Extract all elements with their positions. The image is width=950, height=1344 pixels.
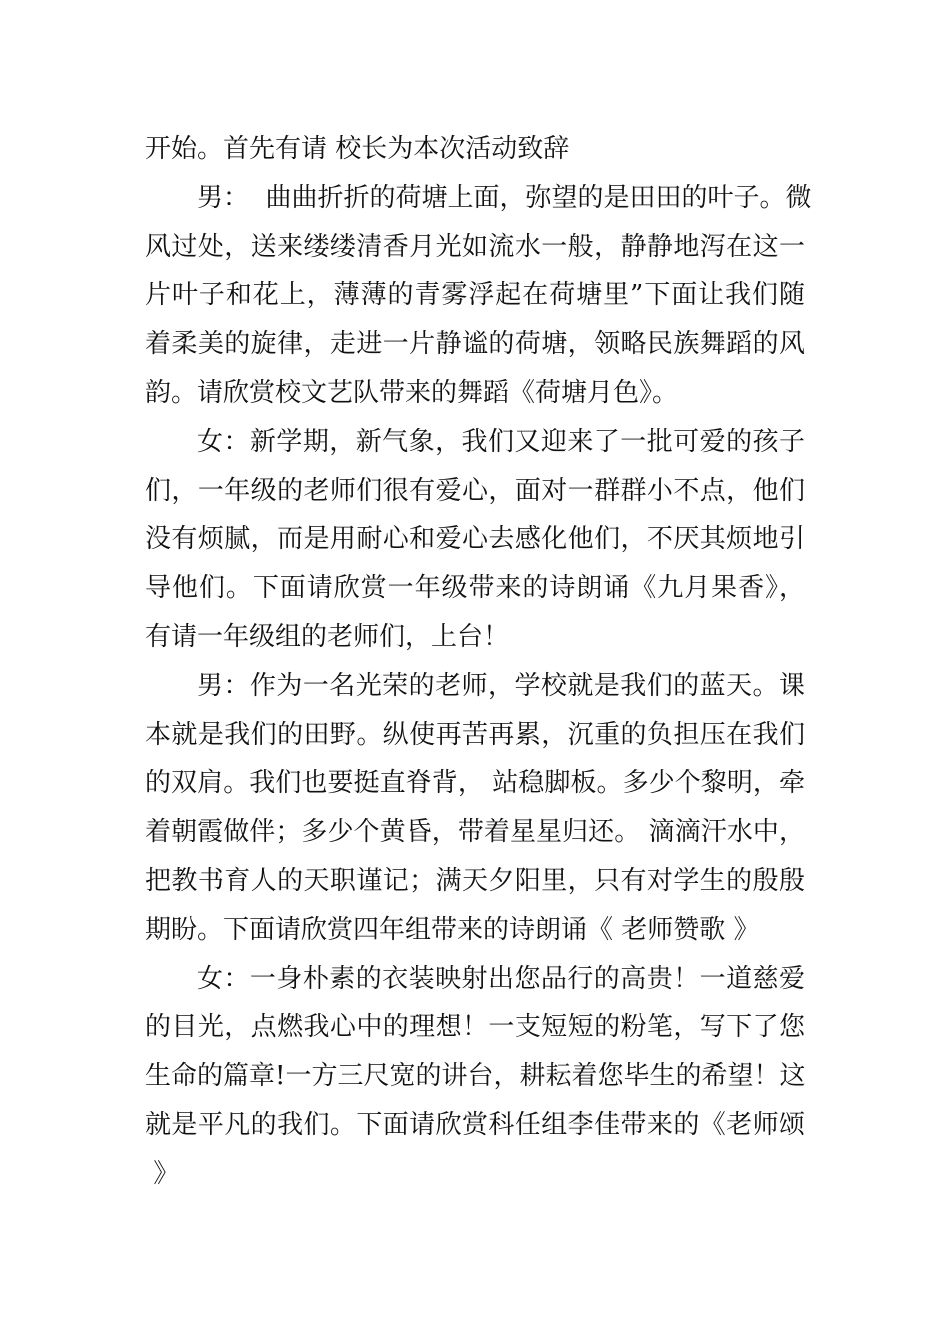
text-line: 把教书育人的天职谨记；满天夕阳里，只有对学生的殷殷 [145,865,805,896]
text-line: 开始。首先有请 校长为本次活动致辞 [145,134,570,164]
text-line: 着朝霞做伴；多少个黄昏，带着星星归还。 滴滴汗水中， [145,817,805,848]
text-line: 期盼。下面请欣赏四年组带来的诗朗诵《 老师赞歌 》 [145,914,760,945]
text-line: 导他们。下面请欣赏一年级带来的诗朗诵《九月果香》， [145,573,805,604]
text-line: 片叶子和花上，薄薄的青雾浮起在荷塘里”下面让我们随 [145,280,805,311]
text-line: 的目光，点燃我心中的理想！一支短短的粉笔，写下了您 [145,1012,805,1043]
text-line: 风过处，送来缕缕清香月光如流水一般，静静地泻在这一 [145,231,805,262]
text-line: 男：作为一名光荣的老师，学校就是我们的蓝天。课 [197,670,805,701]
text-line: 女：新学期，新气象，我们又迎来了一批可爱的孩子 [197,426,805,457]
text-line: 的双肩。我们也要挺直脊背， 站稳脚板。多少个黎明，牵 [145,768,805,799]
text-line: 有请一年级组的老师们，上台！ [145,621,510,652]
text-line: 就是平凡的我们。下面请欣赏科任组李佳带来的《老师颂 [145,1109,805,1140]
text-line: 着柔美的旋律，走进一片静谧的荷塘，领略民族舞蹈的风 [145,329,805,360]
text-line: 》 [145,1158,180,1189]
text-line: 韵。请欣赏校文艺队带来的舞蹈《荷塘月色》。 [145,377,679,408]
text-line: 男： 曲曲折折的荷塘上面，弥望的是田田的叶子。微 [197,182,812,213]
text-line: 们，一年级的老师们很有爱心，面对一群群小不点，他们 [145,475,805,506]
document-body [145,125,812,1199]
text-line: 生命的篇章!一方三尺宽的讲台，耕耘着您毕生的希望！这 [145,1061,806,1092]
text-line: 本就是我们的田野。纵使再苦再累，沉重的负担压在我们 [145,719,805,750]
text-line: 没有烦腻，而是用耐心和爱心去感化他们，不厌其烦地引 [145,524,805,555]
text-line: 女：一身朴素的衣装映射出您品行的高贵！一道慈爱 [197,963,805,994]
